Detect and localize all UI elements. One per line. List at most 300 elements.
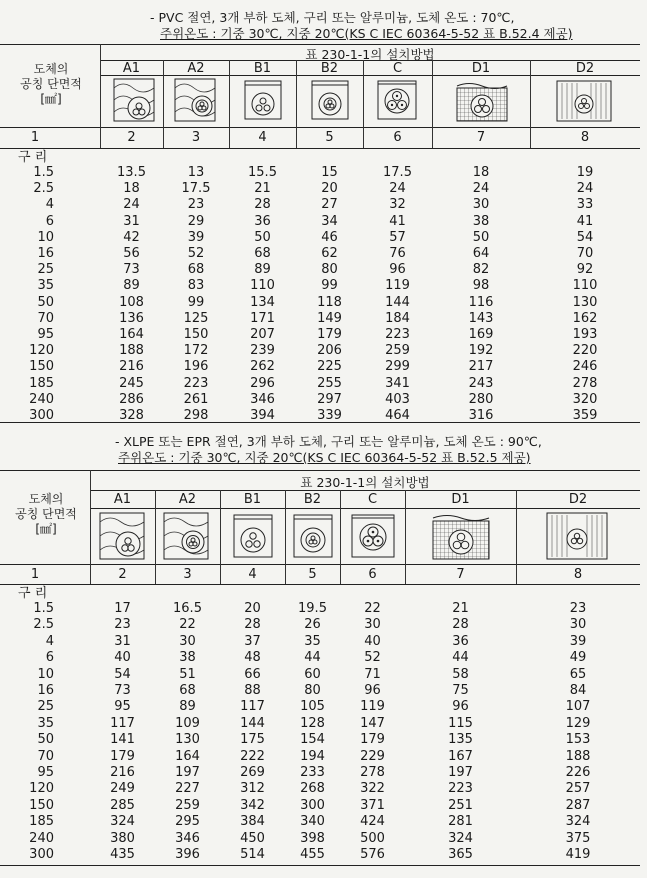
ampacity-cell: 22: [364, 601, 381, 616]
ampacity-cell: 65: [569, 666, 587, 682]
table-row: [0, 327, 640, 342]
ampacity-cell: 117: [110, 715, 135, 731]
ampacity-cell: 179: [360, 732, 385, 748]
table-row: [0, 311, 640, 326]
cross-section-cell: 150: [29, 359, 54, 375]
ampacity-cell: 30: [179, 633, 196, 649]
method-a2: A2: [178, 492, 197, 507]
table-row: [0, 716, 640, 731]
ampacity-cell: 298: [183, 408, 209, 423]
ampacity-cell: 261: [183, 391, 209, 407]
ampacity-cell: 346: [250, 391, 275, 407]
ampacity-cell: 119: [385, 278, 410, 294]
ampacity-cell: 24: [389, 181, 406, 197]
ampacity-cell: 278: [360, 765, 385, 780]
ampacity-cell: 95: [114, 699, 131, 715]
ampacity-cell: 84: [569, 683, 587, 698]
ampacity-cell: 324: [565, 814, 591, 830]
ampacity-cell: 31: [123, 213, 140, 229]
ampacity-cell: 19: [576, 165, 594, 180]
ampacity-cell: 257: [565, 781, 591, 797]
table-row: [0, 181, 640, 196]
ampacity-cell: 76: [389, 246, 406, 261]
ampacity-cell: 243: [468, 375, 494, 391]
ampacity-cell: 128: [300, 715, 325, 731]
ampacity-cell: 153: [565, 732, 591, 748]
ampacity-cell: 54: [576, 229, 594, 245]
ampacity-cell: 41: [389, 213, 406, 229]
ampacity-cell: 24: [472, 181, 490, 197]
ampacity-cell: 226: [565, 765, 591, 780]
ampacity-cell: 134: [250, 294, 275, 310]
cross-section-cell: 120: [29, 343, 54, 359]
ampacity-cell: 117: [240, 699, 265, 715]
ampacity-cell: 32: [389, 197, 406, 213]
ampacity-cell: 17.5: [383, 165, 412, 180]
table-row: [0, 376, 640, 391]
ampacity-cell: 24: [123, 197, 140, 213]
cross-section-cell: 150: [29, 797, 54, 813]
table-row: [0, 197, 640, 212]
ampacity-cell: 141: [110, 732, 135, 748]
ampacity-cell: 435: [110, 847, 135, 862]
table1-material: 구 리: [18, 150, 48, 165]
ampacity-cell: 246: [572, 359, 598, 375]
cross-section-cell: 6: [45, 213, 54, 229]
ampacity-cell: 217: [468, 359, 494, 375]
method-b2: B2: [320, 61, 339, 76]
method-b2-icon: [311, 80, 349, 120]
table-row: [0, 165, 640, 180]
ampacity-cell: 171: [250, 310, 275, 326]
ampacity-cell: 223: [385, 327, 410, 342]
ampacity-cell: 30: [472, 197, 490, 213]
ampacity-cell: 207: [250, 327, 275, 342]
method-c-icon: [351, 514, 395, 558]
ampacity-cell: 13: [187, 165, 205, 180]
ampacity-cell: 175: [240, 732, 265, 748]
ampacity-cell: 150: [183, 327, 209, 342]
ampacity-cell: 184: [385, 310, 410, 326]
cross-section-cell: 35: [37, 278, 54, 294]
ampacity-cell: 49: [569, 650, 587, 666]
table-row: [0, 278, 640, 293]
ampacity-cell: 255: [317, 375, 342, 391]
cross-section-cell: 50: [37, 294, 54, 310]
ampacity-cell: 30: [364, 617, 381, 633]
ampacity-cell: 300: [300, 797, 325, 813]
ampacity-cell: 110: [250, 278, 275, 294]
ampacity-cell: 172: [183, 343, 209, 359]
ampacity-cell: 164: [119, 327, 144, 342]
ampacity-cell: 299: [385, 359, 410, 375]
ampacity-cell: 30: [569, 617, 587, 633]
table-row: [0, 650, 640, 665]
ampacity-cell: 39: [569, 633, 587, 649]
ampacity-cell: 227: [175, 781, 200, 797]
ampacity-cell: 50: [472, 229, 490, 245]
ampacity-cell: 384: [240, 814, 265, 830]
ampacity-cell: 514: [240, 847, 265, 862]
ampacity-cell: 162: [572, 310, 598, 326]
ampacity-cell: 281: [448, 814, 473, 830]
cross-section-cell: 300: [29, 847, 54, 862]
ampacity-cell: 50: [254, 229, 271, 245]
ampacity-cell: 39: [187, 229, 205, 245]
ampacity-cell: 464: [385, 408, 410, 423]
ampacity-cell: 68: [254, 246, 271, 261]
ampacity-cell: 365: [448, 847, 473, 862]
ampacity-cell: 109: [175, 715, 200, 731]
ampacity-cell: 31: [114, 633, 131, 649]
ampacity-cell: 371: [360, 797, 385, 813]
ampacity-cell: 455: [300, 847, 325, 862]
table-row: [0, 765, 640, 780]
ampacity-cell: 320: [572, 391, 598, 407]
ampacity-cell: 324: [448, 830, 473, 846]
table-row: [0, 262, 640, 277]
ampacity-cell: 251: [448, 797, 473, 813]
ampacity-cell: 450: [240, 830, 265, 846]
ampacity-cell: 40: [114, 650, 131, 666]
ampacity-cell: 154: [300, 732, 325, 748]
ampacity-cell: 167: [448, 748, 473, 764]
ampacity-cell: 23: [569, 601, 587, 616]
method-a2-icon: [174, 78, 216, 122]
ampacity-cell: 346: [175, 830, 200, 846]
method-a1: A1: [113, 492, 132, 507]
ampacity-cell: 36: [254, 213, 271, 229]
ampacity-cell: 18: [123, 181, 140, 197]
table-row: [0, 359, 640, 374]
method-d2-icon: [546, 512, 608, 560]
table2-row-header: 도체의 공칭 단면적 [㎟]: [15, 492, 77, 536]
method-c: C: [367, 492, 378, 507]
ampacity-cell: 44: [304, 650, 321, 666]
ampacity-cell: 89: [254, 262, 271, 278]
ampacity-cell: 500: [360, 830, 385, 846]
method-d1: D1: [471, 61, 491, 76]
ampacity-cell: 339: [317, 408, 342, 423]
ampacity-cell: 398: [300, 830, 325, 846]
ampacity-cell: 268: [300, 781, 325, 797]
ampacity-cell: 73: [114, 683, 131, 698]
ampacity-cell: 108: [119, 294, 144, 310]
ampacity-cell: 144: [240, 715, 265, 731]
ampacity-cell: 396: [175, 847, 200, 862]
ampacity-cell: 92: [576, 262, 594, 278]
ampacity-cell: 52: [364, 650, 381, 666]
ampacity-cell: 196: [183, 359, 209, 375]
ampacity-cell: 259: [385, 343, 410, 359]
method-d2: D2: [575, 61, 595, 76]
ampacity-cell: 75: [452, 683, 469, 698]
ampacity-cell: 89: [179, 699, 196, 715]
cross-section-cell: 4: [45, 633, 54, 649]
method-d2: D2: [568, 492, 588, 507]
ampacity-cell: 125: [183, 310, 209, 326]
ampacity-cell: 57: [389, 229, 406, 245]
ampacity-cell: 46: [321, 229, 338, 245]
ampacity-cell: 107: [565, 699, 591, 715]
ampacity-cell: 68: [187, 262, 205, 278]
table-row: [0, 749, 640, 764]
table-row: [0, 683, 640, 698]
ampacity-cell: 16.5: [173, 601, 202, 616]
ampacity-cell: 17: [114, 601, 131, 616]
ampacity-cell: 225: [317, 359, 342, 375]
ampacity-cell: 197: [448, 765, 473, 780]
ampacity-cell: 64: [472, 246, 490, 261]
cross-section-cell: 95: [37, 765, 54, 780]
method-a2: A2: [187, 61, 205, 76]
method-b1-icon: [244, 80, 282, 120]
table-row: [0, 667, 640, 682]
method-a1-icon: [99, 512, 145, 560]
ampacity-cell: 89: [123, 278, 140, 294]
table1-heading-line1: - PVC 절연, 3개 부하 도체, 구리 또는 알루미늄, 도체 온도 : 70℃,: [150, 10, 515, 25]
table-row: [0, 847, 640, 862]
ampacity-cell: 116: [468, 294, 494, 310]
ampacity-cell: 287: [565, 797, 591, 813]
ampacity-cell: 296: [250, 375, 275, 391]
ampacity-cell: 44: [452, 650, 469, 666]
ampacity-cell: 220: [572, 343, 598, 359]
ampacity-cell: 115: [448, 715, 473, 731]
ampacity-cell: 71: [364, 666, 381, 682]
ampacity-cell: 188: [119, 343, 144, 359]
ampacity-cell: 52: [187, 246, 205, 261]
cross-section-cell: 2.5: [33, 181, 54, 197]
ampacity-cell: 41: [576, 213, 594, 229]
cross-section-cell: 70: [37, 748, 54, 764]
ampacity-cell: 149: [317, 310, 342, 326]
ampacity-cell: 269: [240, 765, 265, 780]
ampacity-cell: 56: [123, 246, 140, 261]
ampacity-cell: 35: [304, 633, 321, 649]
ampacity-cell: 21: [452, 601, 469, 616]
ampacity-cell: 259: [175, 797, 200, 813]
ampacity-cell: 21: [254, 181, 271, 197]
ampacity-cell: 419: [565, 847, 591, 862]
ampacity-cell: 105: [300, 699, 325, 715]
method-d1: D1: [451, 492, 470, 507]
table-row: [0, 699, 640, 714]
method-b1: B1: [253, 61, 272, 76]
table1-heading: [0, 10, 647, 42]
table-row: [0, 246, 640, 261]
table-row: [0, 392, 640, 407]
ampacity-cell: 37: [244, 633, 261, 649]
table1-method-title: 표 230-1-1의 설치방법: [305, 47, 435, 62]
ampacity-cell: 424: [360, 814, 385, 830]
method-a2-icon: [163, 512, 209, 560]
ampacity-cell: 80: [321, 262, 338, 278]
ampacity-cell: 169: [468, 327, 494, 342]
ampacity-cell: 20: [321, 181, 338, 197]
ampacity-cell: 80: [304, 683, 321, 698]
ampacity-cell: 62: [321, 246, 338, 261]
ampacity-cell: 135: [448, 732, 473, 748]
ampacity-cell: 375: [565, 830, 591, 846]
ampacity-cell: 38: [472, 213, 490, 229]
ampacity-cell: 66: [244, 666, 261, 682]
ampacity-cell: 297: [317, 391, 342, 407]
ampacity-cell: 118: [317, 294, 342, 310]
ampacity-cell: 119: [360, 699, 385, 715]
ampacity-cell: 129: [565, 715, 591, 731]
ampacity-cell: 73: [123, 262, 140, 278]
ampacity-cell: 51: [179, 666, 196, 682]
method-b2-icon: [293, 514, 333, 558]
table-row: [0, 408, 640, 423]
cross-section-cell: 35: [37, 715, 54, 731]
cross-section-cell: 185: [29, 375, 54, 391]
ampacity-cell: 40: [364, 633, 381, 649]
ampacity-cell: 130: [175, 732, 200, 748]
ampacity-cell: 136: [119, 310, 144, 326]
cross-section-cell: 16: [37, 683, 54, 698]
ampacity-cell: 15.5: [248, 165, 277, 180]
ampacity-cell: 262: [250, 359, 275, 375]
ampacity-cell: 83: [187, 278, 205, 294]
method-b2: B2: [303, 492, 322, 507]
ampacity-cell: 60: [304, 666, 321, 682]
ampacity-cell: 24: [576, 181, 594, 197]
cross-section-cell: 95: [37, 327, 54, 342]
method-b1: B1: [243, 492, 262, 507]
cross-section-cell: 6: [45, 650, 54, 666]
ampacity-cell: 27: [321, 197, 338, 213]
table-row: [0, 798, 640, 813]
ampacity-cell: 324: [110, 814, 135, 830]
ampacity-cell: 179: [317, 327, 342, 342]
ampacity-cell: 164: [175, 748, 200, 764]
method-d1-icon: [432, 512, 490, 560]
ampacity-cell: 42: [123, 229, 140, 245]
ampacity-cell: 96: [452, 699, 469, 715]
ampacity-cell: 216: [119, 359, 144, 375]
ampacity-cell: 179: [110, 748, 135, 764]
cross-section-cell: 240: [29, 830, 54, 846]
ampacity-cell: 341: [385, 375, 410, 391]
ampacity-cell: 34: [321, 213, 338, 229]
table-row: [0, 781, 640, 796]
method-a1: A1: [122, 61, 141, 76]
ampacity-cell: 223: [448, 781, 473, 797]
cross-section-cell: 50: [37, 732, 54, 748]
method-c: C: [392, 61, 403, 76]
ampacity-cell: 216: [110, 765, 135, 780]
method-a1-icon: [113, 78, 155, 122]
ampacity-cell: 229: [360, 748, 385, 764]
ampacity-cell: 194: [300, 748, 325, 764]
table2-heading-line2: 주위온도 : 기중 30℃, 지중 20℃(KS C IEC 60364-5-52 표 B.52.5 제공): [118, 450, 531, 465]
ampacity-cell: 23: [187, 197, 205, 213]
ampacity-cell: 15: [321, 165, 338, 180]
ampacity-cell: 342: [240, 797, 265, 813]
ampacity-cell: 249: [110, 781, 135, 797]
ampacity-cell: 13.5: [117, 165, 146, 180]
cross-section-cell: 10: [37, 666, 54, 682]
ampacity-cell: 82: [472, 262, 490, 278]
ampacity-cell: 88: [244, 683, 261, 698]
cross-section-cell: 25: [37, 262, 54, 278]
ampacity-cell: 359: [572, 408, 598, 423]
table2-method-title: 표 230-1-1의 설치방법: [300, 475, 430, 490]
table-row: [0, 601, 640, 616]
table-row: [0, 295, 640, 310]
table-row: [0, 634, 640, 649]
ampacity-cell: 192: [468, 343, 494, 359]
ampacity-cell: 245: [119, 375, 144, 391]
method-b1-icon: [233, 514, 273, 558]
ampacity-cell: 54: [114, 666, 131, 682]
ampacity-cell: 223: [183, 375, 209, 391]
ampacity-cell: 143: [468, 310, 494, 326]
ampacity-cell: 18: [472, 165, 490, 180]
ampacity-cell: 19.5: [298, 601, 327, 616]
ampacity-cell: 70: [576, 246, 594, 261]
ampacity-cell: 58: [452, 666, 469, 682]
ampacity-cell: 26: [304, 617, 321, 633]
table1-heading-line2: 주위온도 : 기중 30℃, 지중 20℃(KS C IEC 60364-5-52 표 B.52.4 제공): [160, 26, 573, 41]
cross-section-cell: 2.5: [33, 617, 54, 633]
ampacity-cell: 188: [565, 748, 591, 764]
ampacity-cell: 144: [385, 294, 410, 310]
table-row: [0, 831, 640, 846]
ampacity-cell: 130: [572, 294, 598, 310]
ampacity-cell: 322: [360, 781, 385, 797]
ampacity-cell: 110: [572, 278, 598, 294]
ampacity-cell: 28: [452, 617, 469, 633]
table-row: [0, 214, 640, 229]
ampacity-cell: 285: [110, 797, 135, 813]
ampacity-cell: 20: [244, 601, 261, 616]
ampacity-cell: 68: [179, 683, 196, 698]
table2: [0, 470, 640, 870]
ampacity-cell: 328: [119, 408, 144, 423]
ampacity-cell: 23: [114, 617, 131, 633]
cross-section-cell: 240: [29, 391, 54, 407]
ampacity-cell: 222: [240, 748, 265, 764]
table-row: [0, 617, 640, 632]
ampacity-cell: 29: [187, 213, 205, 229]
ampacity-cell: 340: [300, 814, 325, 830]
ampacity-cell: 403: [385, 391, 410, 407]
table2-heading-line1: - XLPE 또는 EPR 절연, 3개 부하 도체, 구리 또는 알루미늄, 도체 온도 : 90℃,: [115, 434, 542, 449]
cross-section-cell: 10: [37, 229, 54, 245]
ampacity-cell: 98: [472, 278, 490, 294]
ampacity-cell: 295: [175, 814, 200, 830]
ampacity-cell: 280: [468, 391, 494, 407]
ampacity-cell: 206: [317, 343, 342, 359]
table-row: [0, 343, 640, 358]
cross-section-cell: 70: [37, 310, 54, 326]
table-row: [0, 732, 640, 747]
cross-section-cell: 25: [37, 699, 54, 715]
cross-section-cell: 185: [29, 814, 54, 830]
table2-col-numbers: 1 2 3 4 5 6 7 8: [30, 567, 583, 582]
cross-section-cell: 16: [37, 246, 54, 261]
ampacity-cell: 576: [360, 847, 385, 862]
ampacity-cell: 239: [250, 343, 275, 359]
table1-col-numbers: 1 2 3 4 5 6 7 8: [30, 130, 590, 145]
ampacity-cell: 28: [244, 617, 261, 633]
ampacity-cell: 36: [452, 633, 469, 649]
ampacity-cell: 33: [576, 197, 594, 213]
ampacity-cell: 28: [254, 197, 271, 213]
